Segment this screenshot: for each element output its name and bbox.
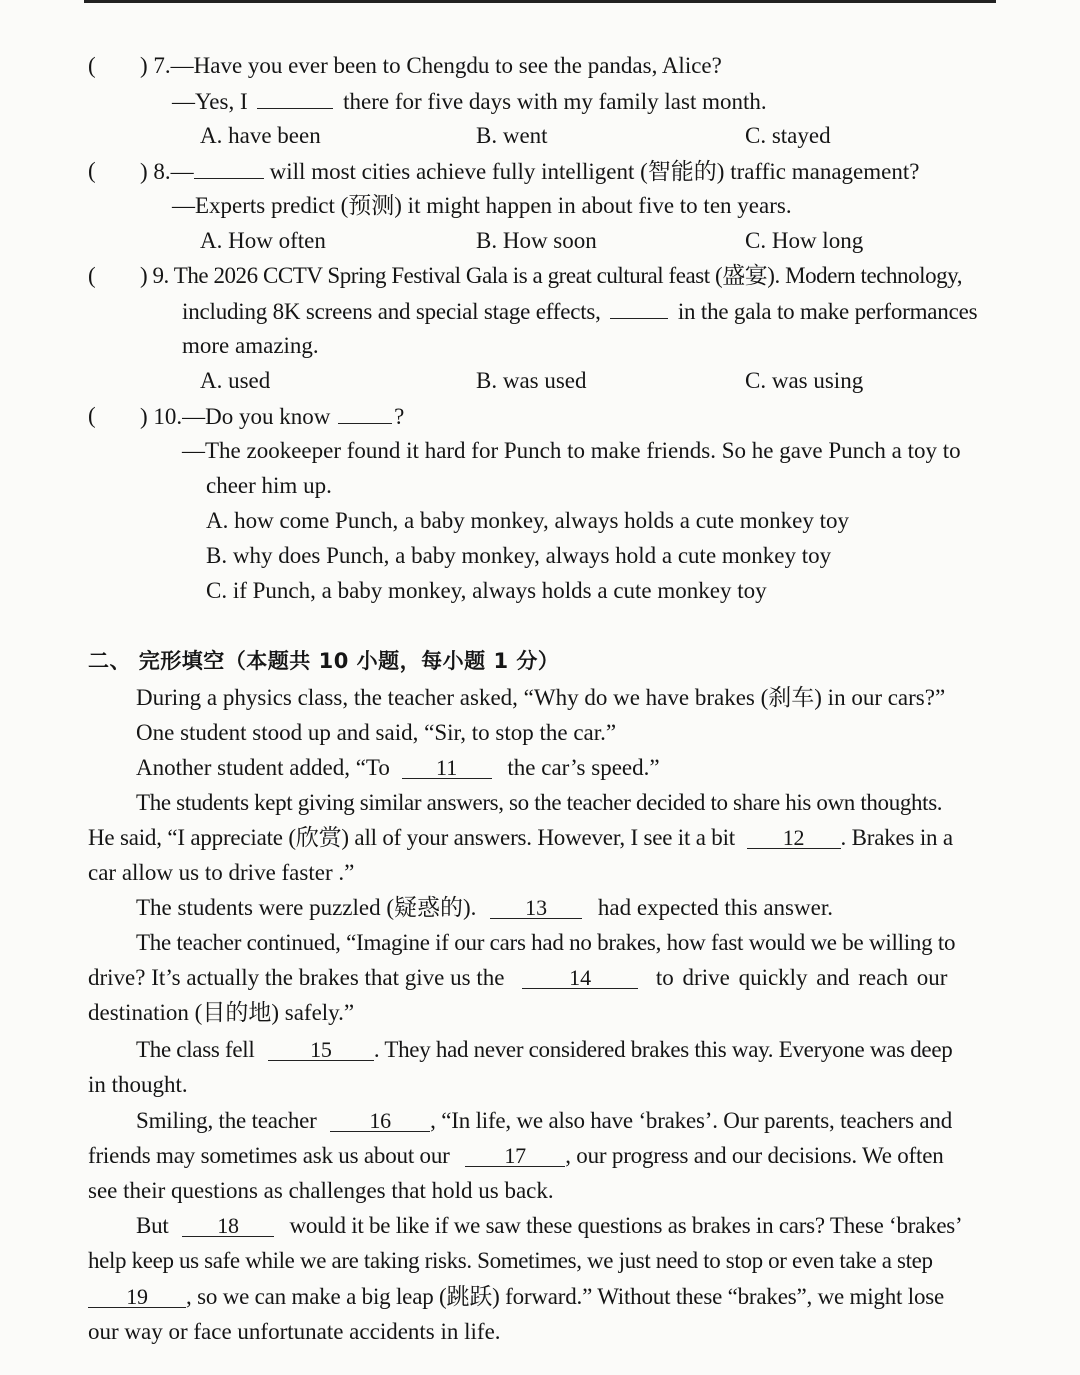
option-c: C. stayed [745,123,831,148]
passage-line: in thought. [88,1072,188,1097]
top-rule [84,0,996,3]
option-b: B. How soon [476,228,597,253]
passage-line: The students kept giving similar answers, so the teacher decided to share his own thoughts. [136,790,943,815]
passage-line: Smiling, the teacher 16 , “In life, we also have ‘brakes’. Our parents, teachers and [136,1108,953,1133]
cloze-blank-12[interactable]: 12 [747,826,841,849]
option-a: A. how come Punch, a baby monkey, always holds a cute monkey toy [206,508,850,533]
passage-line: car allow us to drive faster .” [88,860,355,885]
answer-bracket[interactable]: ( [88,53,96,78]
passage-line: The class fell 15 . They had never considered brakes this way. Everyone was deep [136,1037,953,1062]
section-title: 二、 完形填空（本题共 10 小题，每小题 1 分） [88,649,560,673]
cloze-blank-14[interactable]: 14 [522,966,638,989]
passage-line: During a physics class, the teacher asked, “Why do we have brakes (刹车) in our cars?” [136,685,946,710]
answer-bracket[interactable]: ( [88,263,96,288]
cloze-blank-17[interactable]: 17 [465,1144,565,1167]
option-c: C. was using [745,368,864,393]
answer-bracket[interactable]: ( [88,403,96,428]
question-stem-cont: including 8K screens and special stage effects, in the gala to make performances [182,296,977,327]
question-stem: ) 7.—Have you ever been to Chengdu to see the pandas, Alice? [140,53,722,78]
option-a: A. used [200,368,271,393]
passage-line: see their questions as challenges that hold us back. [88,1178,554,1203]
option-c: C. How long [745,228,864,253]
cloze-blank-15[interactable]: 15 [268,1038,374,1061]
option-a: A. have been [200,123,321,148]
passage-line: drive? It’s actually the brakes that give us the 14 to drive quickly and reach our [88,965,948,990]
option-b: B. went [476,123,548,148]
passage-line: The students were puzzled (疑惑的). 13 had expected this answer. [136,895,833,920]
question-response: —Experts predict (预测) it might happen in about five to ten years. [172,193,792,218]
cloze-blank-19[interactable]: 19 [88,1285,186,1308]
passage-line: The teacher continued, “Imagine if our cars had no brakes, how fast would we be willing to [136,930,956,955]
cloze-blank-11[interactable]: 11 [402,756,492,779]
passage-line: He said, “I appreciate (欣赏) all of your answers. However, I see it a bit 12 . Brakes in a [88,825,953,850]
question-response: —The zookeeper found it hard for Punch to make friends. So he gave Punch a toy to [182,438,961,463]
passage-line: friends may sometimes ask us about our 17 , our progress and our decisions. We often [88,1143,944,1168]
answer-blank[interactable] [257,86,333,109]
cloze-blank-16[interactable]: 16 [330,1109,430,1132]
passage-line: destination (目的地) safely.” [88,1000,355,1025]
passage-line: our way or face unfortunate accidents in life. [88,1319,501,1344]
answer-blank[interactable] [338,401,392,424]
question-stem-end: more amazing. [182,333,319,358]
passage-line: 19 , so we can make a big leap (跳跃) forward.” Without these “brakes”, we might lose [88,1282,944,1312]
option-a: A. How often [200,228,326,253]
cloze-blank-18[interactable]: 18 [182,1214,274,1237]
passage-line: One student stood up and said, “Sir, to stop the car.” [136,720,617,745]
answer-bracket[interactable]: ( [88,158,96,183]
passage-line: But 18 would it be like if we saw these questions as brakes in cars? These ‘brakes’ [136,1213,963,1238]
question-stem: ) 9. The 2026 CCTV Spring Festival Gala is a great cultural feast (盛宴). Modern technology, [140,263,963,288]
cloze-blank-13[interactable]: 13 [490,896,582,919]
passage-line: help keep us safe while we are taking risks. Sometimes, we just need to stop or even take a step [88,1248,933,1273]
question-response: —Yes, I there for five days with my family last month. [172,86,767,117]
question-response-end: cheer him up. [206,473,332,498]
question-stem: ) 10.—Do you know ? [140,401,404,432]
option-c: C. if Punch, a baby monkey, always holds a cute monkey toy [206,578,767,603]
option-b: B. why does Punch, a baby monkey, always hold a cute monkey toy [206,543,832,568]
passage-line: Another student added, “To 11 the car’s speed.” [136,755,660,780]
option-b: B. was used [476,368,587,393]
question-stem: ) 8.— will most cities achieve fully intelligent (智能的) traffic management? [140,156,919,187]
answer-blank[interactable] [610,296,668,319]
answer-blank[interactable] [194,156,264,179]
